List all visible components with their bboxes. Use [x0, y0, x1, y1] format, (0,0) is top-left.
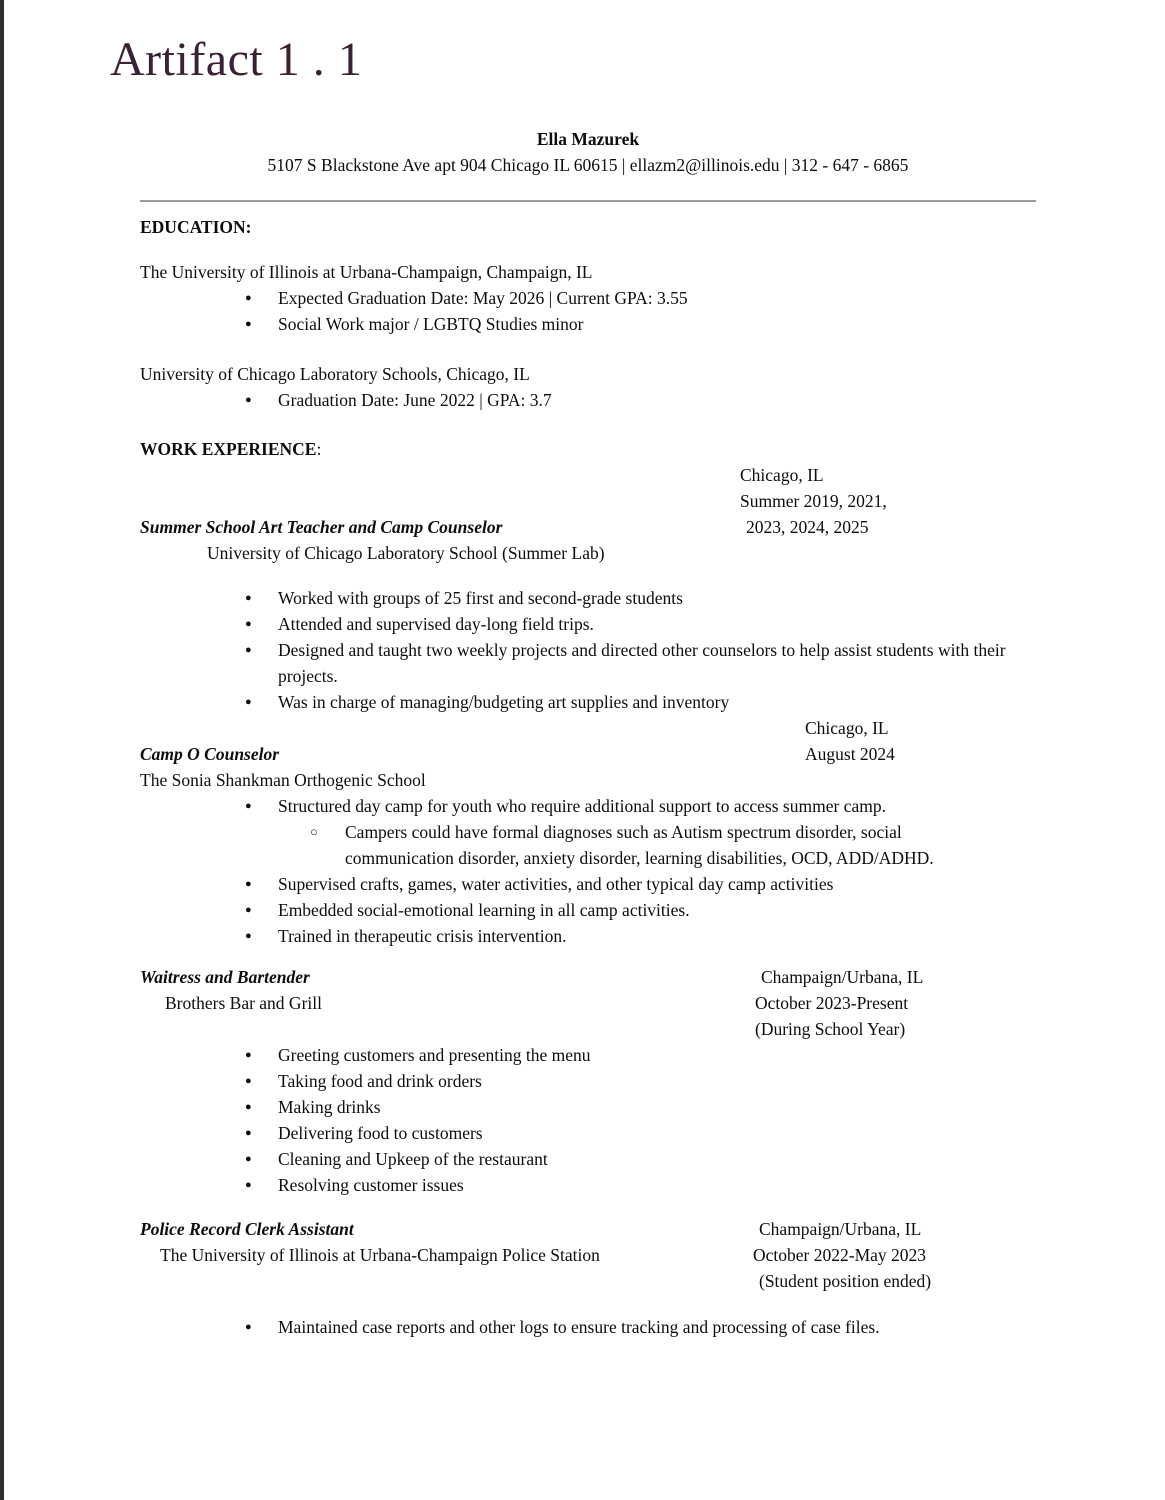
artifact-title: Artifact 1 . 1: [110, 33, 363, 86]
bullet-icon: ●: [245, 592, 252, 604]
job-bullets: [140, 585, 1036, 715]
bullet-icon: ●: [245, 1075, 252, 1087]
bullet-text: Attended and supervised day-long field trips.: [278, 614, 594, 634]
job-block: [140, 1216, 1036, 1294]
bullet-item: [245, 611, 1036, 637]
job-date-note: (During School Year): [755, 1019, 906, 1039]
bullet-text: Graduation Date: June 2022 | GPA: 3.7: [278, 390, 552, 410]
bullet-icon: ●: [245, 394, 252, 406]
resume-name: Ella Mazurek: [536, 129, 640, 149]
bullet-item: [245, 637, 1036, 689]
job-dates: Summer 2019, 2021,: [740, 491, 887, 511]
education-bullets: [140, 387, 1036, 413]
bullet-text: Worked with groups of 25 first and second-grade students: [278, 588, 683, 608]
bullet-text: Embedded social-emotional learning in all camp activities.: [278, 900, 690, 920]
work-heading: [140, 436, 1036, 462]
bullet-text: Greeting customers and presenting the menu: [278, 1045, 591, 1065]
sub-bullet-text: Campers could have formal diagnoses such as Autism spectrum disorder, social communication disorder, anxiety disorder, learning disabilities, OCD, ADD/ADHD.: [345, 822, 934, 868]
bullet-item: [245, 1172, 1036, 1198]
bullet-item: [245, 1042, 1036, 1068]
education-heading: EDUCATION:: [140, 217, 252, 237]
bullet-text: Delivering food to customers: [278, 1123, 483, 1143]
bullet-item: [245, 897, 1036, 923]
bullet-icon: ●: [245, 1321, 252, 1333]
sub-bullet-icon: ○: [310, 824, 318, 839]
bullet-icon: ●: [245, 1179, 252, 1191]
bullet-text: Trained in therapeutic crisis intervention.: [278, 926, 567, 946]
left-edge-bar: [0, 0, 4, 1500]
job-organization: The Sonia Shankman Orthogenic School: [140, 770, 426, 790]
bullet-text: Expected Graduation Date: May 2026 | Current GPA: 3.55: [278, 288, 688, 308]
bullet-item: [245, 285, 1036, 311]
bullet-text: Maintained case reports and other logs to ensure tracking and processing of case files.: [278, 1317, 880, 1337]
job-location: Champaign/Urbana, IL: [761, 967, 924, 987]
job-dates: October 2023-Present: [755, 993, 909, 1013]
horizontal-rule: [140, 200, 1036, 202]
job-dates: 2023, 2024, 2025: [746, 517, 869, 537]
bullet-text: Social Work major / LGBTQ Studies minor: [278, 314, 584, 334]
bullet-icon: ●: [245, 1049, 252, 1061]
bullet-icon: ●: [245, 930, 252, 942]
bullet-icon: ●: [245, 696, 252, 708]
bullet-icon: ●: [245, 878, 252, 890]
job-title: Police Record Clerk Assistant: [140, 1219, 354, 1239]
bullet-item: [245, 689, 1036, 715]
school-name: University of Chicago Laboratory Schools, Chicago, IL: [140, 364, 530, 384]
bullet-text: Taking food and drink orders: [278, 1071, 482, 1091]
bullet-item: [245, 1094, 1036, 1120]
bullet-text: Supervised crafts, games, water activities, and other typical day camp activities: [278, 874, 834, 894]
bullet-text: Making drinks: [278, 1097, 381, 1117]
bullet-text: Designed and taught two weekly projects and directed other counselors to help assist students with their projects.: [278, 640, 1006, 686]
job-date-note: (Student position ended): [759, 1271, 932, 1291]
bullet-item: [245, 387, 1036, 413]
job-dates: August 2024: [805, 744, 895, 764]
job-block: [140, 964, 1036, 1042]
bullet-icon: ●: [245, 644, 252, 656]
school-name: The University of Illinois at Urbana-Champaign, Champaign, IL: [140, 262, 593, 282]
job-title: Summer School Art Teacher and Camp Counselor: [140, 517, 503, 537]
job-bullets: [140, 1042, 1036, 1198]
bullet-icon: ●: [245, 904, 252, 916]
resume-document: [140, 0, 1036, 1340]
job-block: [140, 462, 1036, 566]
job-location-dates: [740, 462, 887, 540]
bullet-text: Cleaning and Upkeep of the restaurant: [278, 1149, 548, 1169]
job-title: Waitress and Bartender: [140, 967, 310, 987]
sub-bullet-item: [245, 819, 1036, 871]
bullet-icon: ●: [245, 318, 252, 330]
bullet-item: [245, 1146, 1036, 1172]
bullet-item: [245, 1120, 1036, 1146]
job-location: Champaign/Urbana, IL: [759, 1219, 922, 1239]
job-organization: The University of Illinois at Urbana-Champaign Police Station: [160, 1245, 600, 1265]
bullet-item: [245, 585, 1036, 611]
bullet-item: [245, 1068, 1036, 1094]
bullet-item: [245, 1314, 1036, 1340]
bullet-item: [245, 871, 1036, 897]
bullet-text: Was in charge of managing/budgeting art supplies and inventory: [278, 692, 730, 712]
job-title: Camp O Counselor: [140, 744, 280, 764]
bullet-icon: ●: [245, 800, 252, 812]
job-bullets: [140, 793, 1036, 949]
bullet-item: [245, 793, 1036, 819]
job-location: Chicago, IL: [740, 465, 824, 485]
job-dates: October 2022-May 2023: [753, 1245, 927, 1265]
job-bullets: [140, 1314, 1036, 1340]
bullet-icon: ●: [245, 618, 252, 630]
job-location: Chicago, IL: [805, 718, 889, 738]
job-location-dates: [805, 715, 895, 767]
bullet-icon: ●: [245, 1153, 252, 1165]
job-location-dates: [755, 964, 923, 1042]
job-organization: University of Chicago Laboratory School (Summer Lab): [207, 543, 605, 563]
bullet-text: Resolving customer issues: [278, 1175, 464, 1195]
bullet-item: [245, 311, 1036, 337]
contact-line: 5107 S Blackstone Ave apt 904 Chicago IL 60615 | ellazm2@illinois.edu | 312 - 647 - 6865: [267, 155, 909, 175]
bullet-icon: ●: [245, 1127, 252, 1139]
job-location-dates: [753, 1216, 931, 1294]
bullet-item: [245, 923, 1036, 949]
work-heading-text: WORK EXPERIENCE: [140, 439, 317, 459]
job-block: [140, 715, 1036, 793]
bullet-icon: ●: [245, 292, 252, 304]
bullet-icon: ●: [245, 1101, 252, 1113]
education-bullets: [140, 285, 1036, 337]
bullet-text: Structured day camp for youth who require additional support to access summer camp.: [278, 796, 886, 816]
job-organization: Brothers Bar and Grill: [165, 993, 322, 1013]
work-heading-colon: :: [316, 439, 322, 459]
